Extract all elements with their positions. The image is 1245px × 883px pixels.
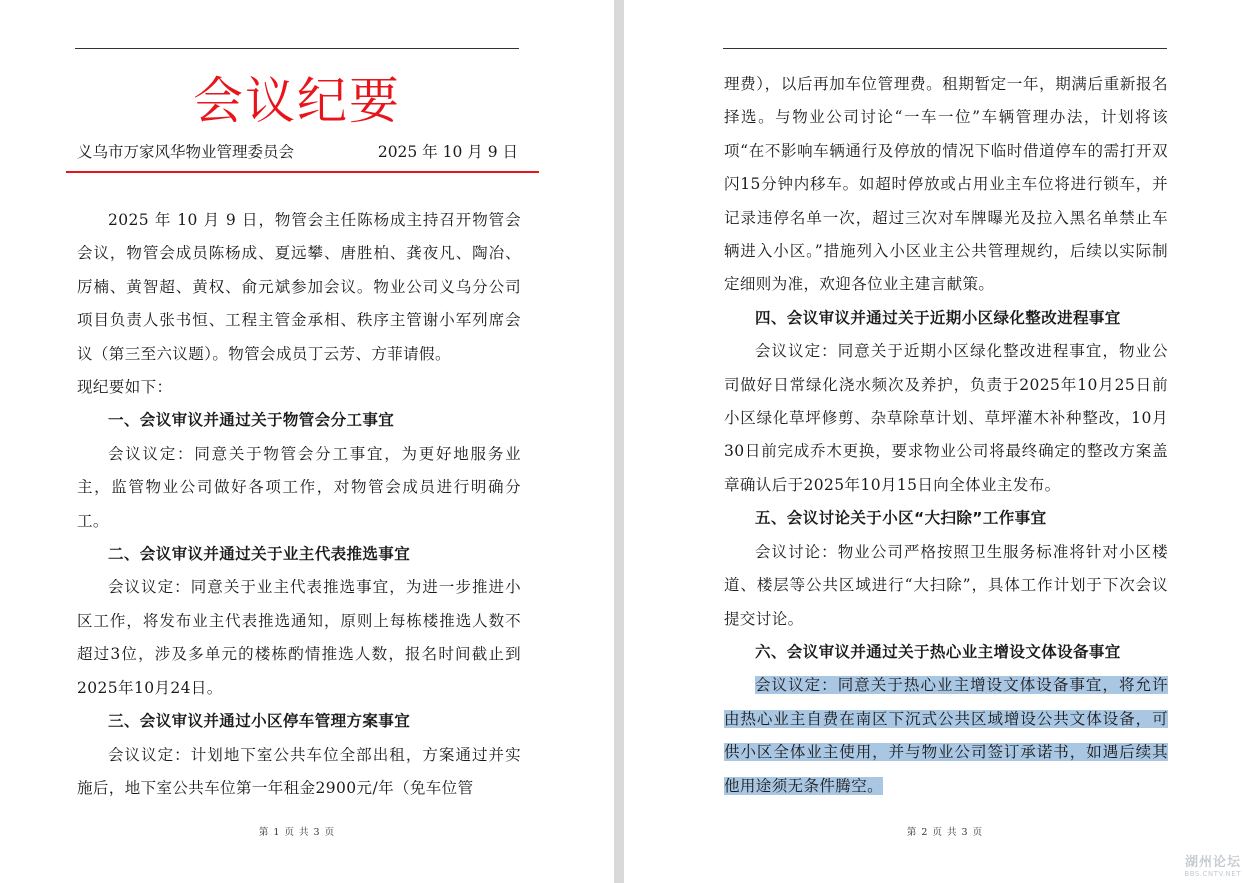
intro-tail[interactable]: 现纪要如下： xyxy=(77,378,173,397)
page-number-footer: 第 1 页 共 3 页 xyxy=(258,827,336,838)
page-1-body[interactable] xyxy=(77,204,521,805)
document-title: 会议纪要 xyxy=(193,72,401,130)
page-number-footer: 第 2 页 共 3 页 xyxy=(906,827,984,838)
section-heading-2[interactable]: 二、会议审议并通过关于业主代表推选事宜 xyxy=(108,545,411,564)
section-heading-3[interactable]: 三、会议审议并通过小区停车管理方案事宜 xyxy=(108,712,411,731)
document-date: 2025 年 10 月 9 日 xyxy=(377,143,518,161)
intro-paragraph[interactable]: 2025 年 10 月 9 日，物管会主任陈杨成主持召开物管会会议，物管会成员陈杨成、夏远攀、唐胜柏、龚夜凡、陶冶、厉楠、黄智超、黄权、俞元斌参加会议。物业公司义乌分公司项目负责人张书恒、工程主管金承相、秩序主管谢小军列席会议（第三至六议题）。物管会成员丁云芳、方菲请假。 xyxy=(77,211,521,363)
section-paragraph-6[interactable] xyxy=(724,669,1168,803)
selected-text-highlight[interactable]: 会议议定：同意关于热心业主增设文体设备事宜，将允许由热心业主自费在南区下沉式公共区域增设公共文体设备，可供小区全体业主使用，并与物业公司签订承诺书，如遇后续其他用途须无条件腾空。 xyxy=(724,676,1168,795)
page-top-rule xyxy=(75,48,519,49)
section-paragraph-4[interactable]: 会议议定：同意关于近期小区绿化整改进程事宜，物业公司做好日常绿化浇水频次及养护，负责于2025年10月25日前小区绿化草坪修剪、杂草除草计划、草坪灌木补种整改，10月30日前完成乔木更换，要求物业公司将最终确定的整改方案盖章确认后于2025年10月15日向全体业主发布。 xyxy=(724,342,1168,494)
document-page-1 xyxy=(0,0,614,883)
page-top-rule xyxy=(723,48,1167,49)
section-paragraph-2[interactable]: 会议议定：同意关于业主代表推选事宜，为进一步推进小区工作，将发布业主代表推选通知，原则上每栋楼推选人数不超过3位，涉及多单元的楼栋酌情推选人数，报名时间截止到2025年10月24日。 xyxy=(77,578,521,697)
watermark-name: 湖州论坛 xyxy=(1184,855,1241,870)
page-2-body[interactable] xyxy=(724,68,1168,803)
section-heading-6[interactable]: 六、会议审议并通过关于热心业主增设文体设备事宜 xyxy=(755,642,1121,661)
page-gutter xyxy=(614,0,624,883)
section-heading-5[interactable]: 五、会议讨论关于小区“大扫除”工作事宜 xyxy=(755,509,1047,528)
section-heading-1[interactable]: 一、会议审议并通过关于物管会分工事宜 xyxy=(108,411,395,430)
forum-watermark-logo xyxy=(1184,855,1241,879)
section-paragraph-3-continued[interactable]: 理费），以后再加车位管理费。租期暂定一年，期满后重新报名择选。与物业公司讨论“一车一位”车辆管理办法，计划将该项“在不影响车辆通行及停放的情况下临时借道停车的需打开双闪15分钟内移车。如超时停放或占用业主车位将进行锁车，并记录违停名单一次，超过三次对车牌曝光及拉入黑名单禁止车辆进入小区。”措施列入小区业主公共管理规约，后续以实际制定细则为准，欢迎各位业主建言献策。 xyxy=(724,75,1168,294)
section-paragraph-3[interactable]: 会议议定：计划地下室公共车位全部出租，方案通过并实施后，地下室公共车位第一年租金2900元/年（免车位管 xyxy=(77,745,521,797)
header-red-rule xyxy=(66,171,539,173)
section-heading-4[interactable]: 四、会议审议并通过关于近期小区绿化整改进程事宜 xyxy=(755,308,1121,327)
section-paragraph-1[interactable]: 会议议定：同意关于物管会分工事宜，为更好地服务业主，监管物业公司做好各项工作，对物管会成员进行明确分工。 xyxy=(77,444,521,530)
watermark-url: BBS.CNTV.NET xyxy=(1184,870,1241,878)
issuer-name: 义乌市万家风华物业管理委员会 xyxy=(77,143,295,161)
section-paragraph-5[interactable]: 会议讨论：物业公司严格按照卫生服务标准将针对小区楼道、楼层等公共区域进行“大扫除”，具体工作计划于下次会议提交讨论。 xyxy=(724,542,1168,628)
document-page-2 xyxy=(624,0,1245,883)
